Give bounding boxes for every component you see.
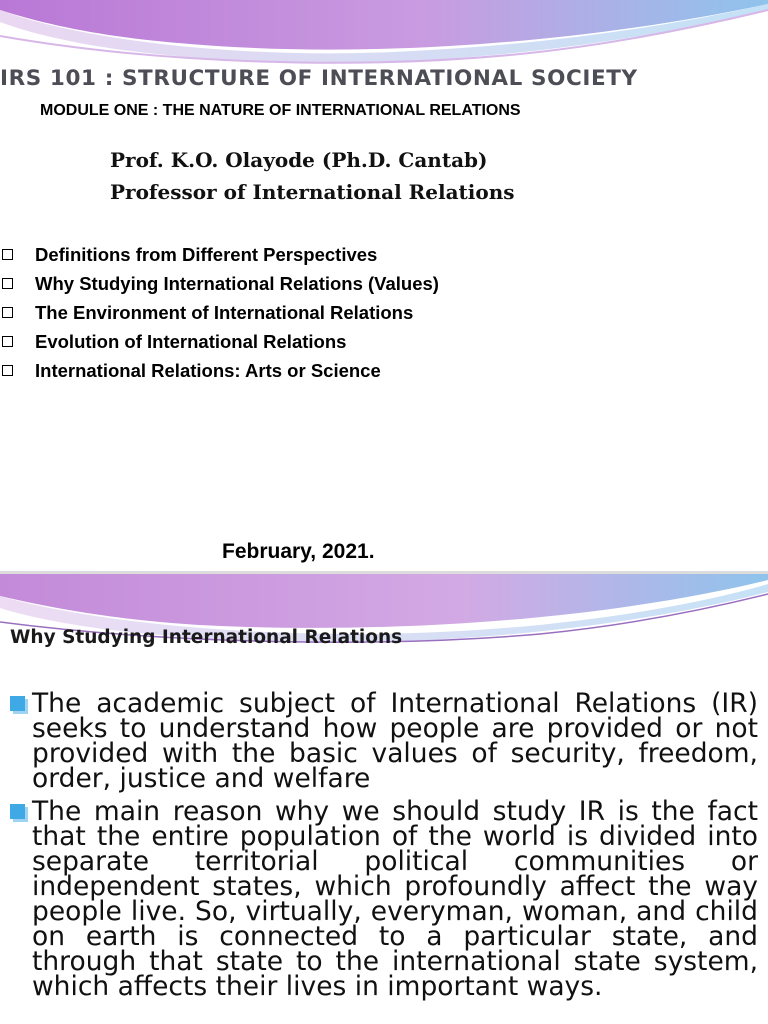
topic-list <box>0 240 439 385</box>
topic-label: Why Studying International Relations (Values) <box>35 272 439 294</box>
paragraph: The academic subject of International Relations (IR) seeks to understand how people are provided or not provided with the basic values of security, freedom, order, justice and welfare <box>32 688 758 794</box>
header-wave-decoration <box>0 0 768 70</box>
content-slide <box>0 574 768 1024</box>
checkbox-bullet-icon <box>2 307 13 318</box>
list-item <box>0 269 439 298</box>
checkbox-bullet-icon <box>2 278 13 289</box>
presentation-date: February, 2021. <box>222 540 375 563</box>
author-name: Prof. K.O. Olayode (Ph.D. Cantab) <box>110 148 488 172</box>
topic-label: Definitions from Different Perspectives <box>35 243 378 265</box>
list-item <box>0 356 439 385</box>
author-position: Professor of International Relations <box>110 180 515 204</box>
topic-label: Evolution of International Relations <box>35 330 347 352</box>
list-item <box>0 298 439 327</box>
slide-heading: Why Studying International Relations <box>10 627 403 648</box>
square-bullet-icon <box>10 696 25 711</box>
checkbox-bullet-icon <box>2 249 13 260</box>
topic-label: International Relations: Arts or Science <box>35 359 381 381</box>
paragraph: The main reason why we should study IR is the fact that the entire population of the world is divided into separate territorial political communities or independent states, which profoundly affect the way people live. So, virtually, everyman, woman, and child on earth is connected to a particular state, and through that state to the international state system, which affects their lives in important ways. <box>32 796 758 1002</box>
topic-label: The Environment of International Relations <box>35 301 414 323</box>
list-item <box>0 327 439 356</box>
slide-title: IRS 101 : STRUCTURE OF INTERNATIONAL SOCIETY <box>0 66 638 91</box>
checkbox-bullet-icon <box>2 336 13 347</box>
list-item <box>0 240 439 269</box>
square-bullet-icon <box>10 804 25 819</box>
module-subtitle: MODULE ONE : THE NATURE OF INTERNATIONAL RELATIONS <box>40 102 521 119</box>
checkbox-bullet-icon <box>2 365 13 376</box>
